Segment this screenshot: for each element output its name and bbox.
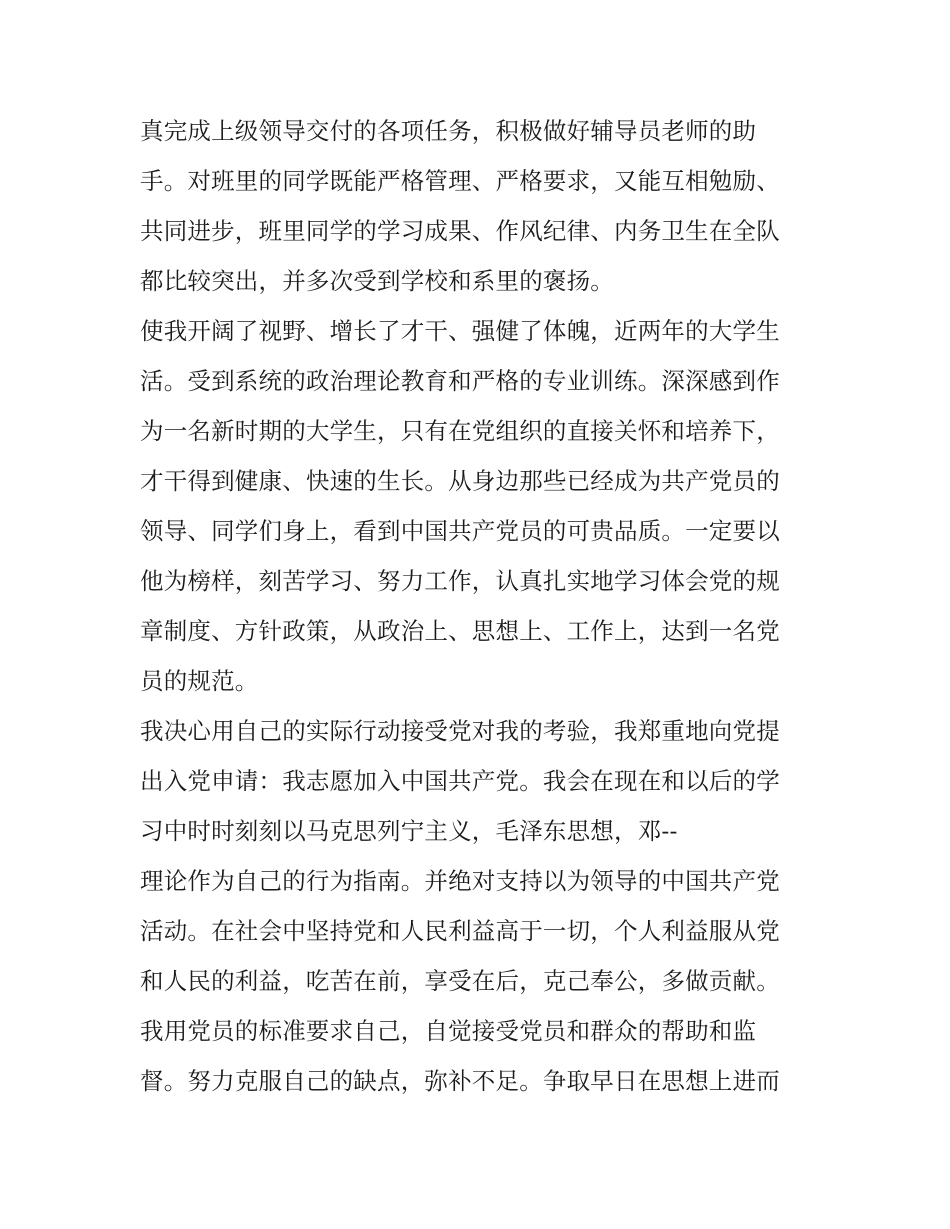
text-line: 出入党申请：我志愿加入中国共产党。我会在现在和以后的学	[140, 767, 780, 795]
text-line: 手。对班里的同学既能严格管理、严格要求，又能互相勉励、	[140, 167, 780, 195]
text-line: 章制度、方针政策，从政治上、思想上、工作上，达到一名党	[140, 617, 780, 645]
text-line: 习中时时刻刻以马克思列宁主义，毛泽东思想，邓--	[140, 817, 678, 845]
body-text	[140, 106, 820, 1106]
text-line: 督。努力克服自己的缺点，弥补不足。争取早日在思想上进而	[140, 1067, 780, 1095]
text-line: 为一名新时期的大学生，只有在党组织的直接关怀和培养下，	[140, 417, 780, 445]
text-line: 活。受到系统的政治理论教育和严格的专业训练。深深感到作	[140, 367, 780, 395]
text-line: 他为榜样，刻苦学习、努力工作，认真扎实地学习体会党的规	[140, 567, 780, 595]
text-line: 才干得到健康、快速的生长。从身边那些已经成为共产党员的	[140, 467, 780, 495]
text-line: 都比较突出，并多次受到学校和系里的褒扬。	[140, 267, 614, 295]
text-line: 和人民的利益，吃苦在前，享受在后，克己奉公，多做贡献。	[140, 967, 780, 995]
text-line: 共同进步，班里同学的学习成果、作风纪律、内务卫生在全队	[140, 217, 780, 245]
text-line: 我用党员的标准要求自己，自觉接受党员和群众的帮助和监	[140, 1017, 757, 1045]
text-line: 使我开阔了视野、增长了才干、强健了体魄，近两年的大学生	[140, 317, 780, 345]
text-line: 我决心用自己的实际行动接受党对我的考验，我郑重地向党提	[140, 717, 780, 745]
text-line: 员的规范。	[140, 667, 259, 695]
text-line: 真完成上级领导交付的各项任务，积极做好辅导员老师的助	[140, 117, 757, 145]
text-line: 活动。在社会中坚持党和人民利益高于一切，个人利益服从党	[140, 917, 780, 945]
text-line: 理论作为自己的行为指南。并绝对支持以为领导的中国共产党	[140, 867, 780, 895]
text-line: 领导、同学们身上，看到中国共产党员的可贵品质。一定要以	[140, 517, 780, 545]
